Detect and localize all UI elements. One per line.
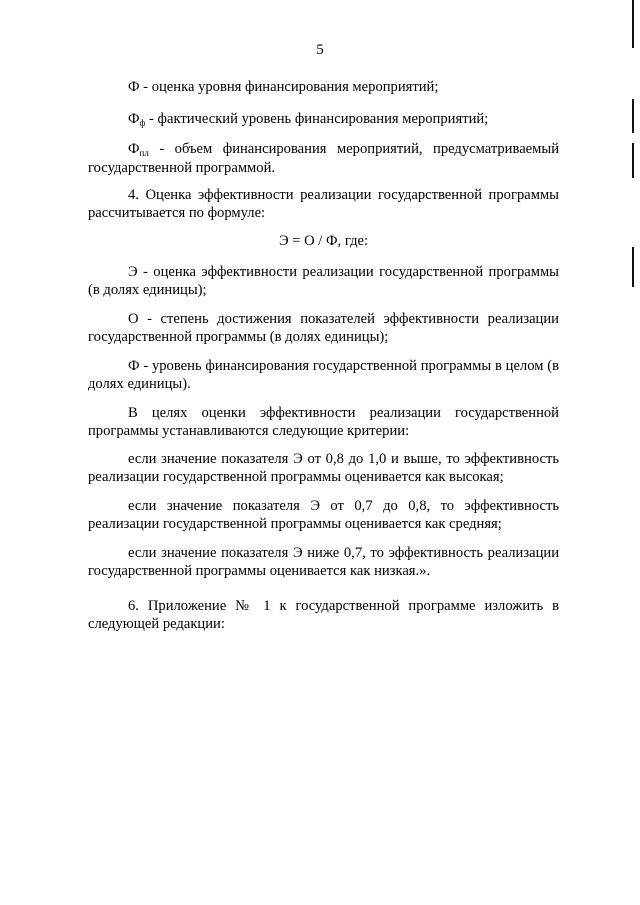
scan-edge-line	[632, 99, 634, 133]
definition-f	[88, 78, 559, 96]
definition-f-plan-text: - объем финансирования мероприятий, предусматриваемый государственной программой.	[88, 141, 559, 176]
criterion-low: если значение показателя Э ниже 0,7, то эффективность реализации государственной программы оценивается как низкая.».	[88, 545, 559, 579]
paragraph-6: 6. Приложение № 1 к государственной программе изложить в следующей редакции:	[88, 598, 559, 632]
symbol-f-fact: Ф	[128, 111, 140, 127]
definition-f-fact-text: - фактический уровень финансирования мероприятий;	[145, 111, 489, 127]
definition-f-plan	[88, 140, 559, 177]
criterion-high: если значение показателя Э от 0,8 до 1,0 и выше, то эффективность реализации государственной программы оценивается как высокая;	[88, 451, 559, 485]
definition-f-fact	[88, 110, 559, 129]
subscript-plan: пл	[139, 148, 149, 158]
paragraph-4: 4. Оценка эффективности реализации государственной программы рассчитывается по формуле:	[88, 187, 559, 221]
definition-f-level: Ф - уровень финансирования государственной программы в целом (в долях единицы).	[88, 358, 559, 392]
symbol-f-plan: Ф	[128, 141, 140, 157]
criteria-intro: В целях оценки эффективности реализации государственной программы устанавливаются следующие критерии:	[88, 405, 559, 439]
formula: Э = О / Ф, где:	[278, 233, 369, 249]
criterion-medium: если значение показателя Э от 0,7 до 0,8, то эффективность реализации государственной программы оценивается как средняя;	[88, 498, 559, 532]
scan-edge-line	[632, 247, 634, 287]
definition-o: О - степень достижения показателей эффективности реализации государственной программы (в долях единицы);	[88, 311, 559, 345]
scan-edge-line	[632, 0, 634, 48]
page-number: 5	[316, 42, 324, 58]
subscript-fact: ф	[139, 118, 146, 128]
definition-e: Э - оценка эффективности реализации государственной программы (в долях единицы);	[88, 264, 559, 298]
scan-edge-line	[632, 143, 634, 178]
symbol-f: Ф	[128, 79, 140, 95]
definition-f-text: - оценка уровня финансирования мероприятий;	[139, 79, 439, 95]
